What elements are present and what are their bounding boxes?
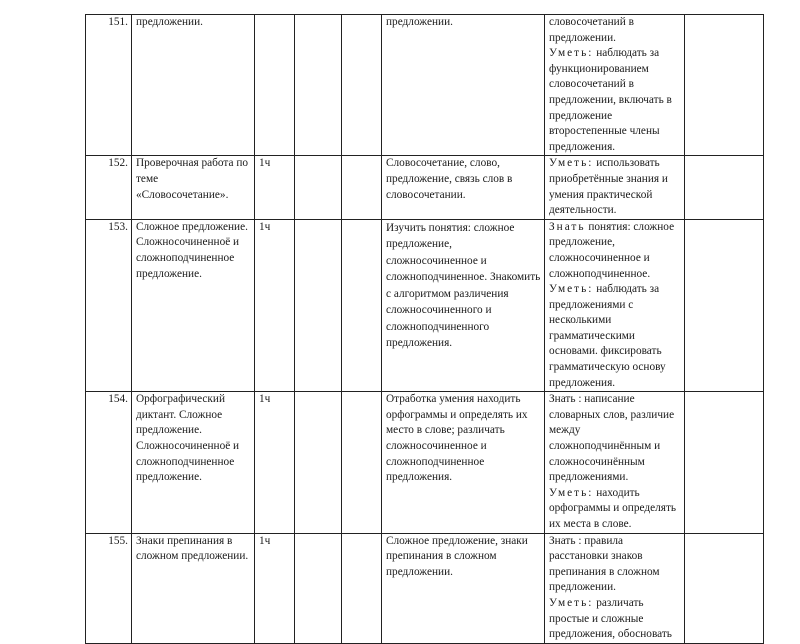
requirement-line xyxy=(549,15,681,46)
requirement-label: Уметь: xyxy=(549,157,594,170)
lesson-date-fact xyxy=(342,15,382,156)
requirement-text: различать простые и сложные предложения, обосновать xyxy=(549,596,672,641)
lesson-plan-table xyxy=(85,14,764,644)
lesson-date-fact xyxy=(342,219,382,392)
requirement-label: Уметь: xyxy=(549,596,594,609)
lesson-requirements xyxy=(545,156,685,219)
lesson-topic: предложении. xyxy=(132,15,255,156)
lesson-content: Сложное предложение, знаки препинания в сложном предложении. xyxy=(382,533,545,643)
requirement-text: наблюдать за предложениями с несколькими грамматическими основами. фиксировать грамматическую основу предложения. xyxy=(549,283,666,389)
lesson-topic: Проверочная работа по теме «Словосочетание». xyxy=(132,156,255,219)
requirement-label: Знать : xyxy=(549,393,582,406)
lesson-date-fact xyxy=(342,156,382,219)
requirement-label: Уметь: xyxy=(549,47,594,60)
lesson-requirements xyxy=(545,15,685,156)
table-row xyxy=(86,156,764,219)
table-row xyxy=(86,15,764,156)
lesson-number: 153. xyxy=(86,219,132,392)
lesson-date-fact xyxy=(342,533,382,643)
table-row xyxy=(86,219,764,392)
lesson-number: 152. xyxy=(86,156,132,219)
lesson-notes xyxy=(685,533,764,643)
lesson-content: предложении. xyxy=(382,15,545,156)
requirement-label: Уметь: xyxy=(549,486,594,499)
lesson-topic: Орфографический диктант. Сложное предложение. Сложносочиненноё и сложноподчиненное предложение. xyxy=(132,392,255,533)
lesson-number: 154. xyxy=(86,392,132,533)
requirement-text: правила расстановки знаков препинания в сложном предложении. xyxy=(549,534,660,594)
lesson-hours: 1ч xyxy=(255,219,295,392)
lesson-content: Словосочетание, слово, предложение, связь слов в словосочетании. xyxy=(382,156,545,219)
lesson-hours: 1ч xyxy=(255,156,295,219)
requirement-line xyxy=(549,156,681,218)
lesson-requirements xyxy=(545,219,685,392)
lesson-notes xyxy=(685,15,764,156)
requirement-text: словосочетаний в предложении. xyxy=(549,16,634,44)
lesson-notes xyxy=(685,156,764,219)
requirement-text: находить орфограммы и определять их места в слове. xyxy=(549,486,677,530)
requirement-line xyxy=(549,596,681,643)
lesson-notes xyxy=(685,219,764,392)
lesson-number: 151. xyxy=(86,15,132,156)
requirement-line xyxy=(549,486,681,533)
table-row xyxy=(86,533,764,643)
requirement-line xyxy=(549,282,681,391)
requirement-text: написание словарных слов, различие между сложноподчинённым и сложносочинённым предложениями. xyxy=(549,393,675,484)
lesson-requirements xyxy=(545,533,685,643)
lesson-hours: 1ч xyxy=(255,392,295,533)
lesson-hours xyxy=(255,15,295,156)
lesson-number: 155. xyxy=(86,533,132,643)
lesson-date-fact xyxy=(342,392,382,533)
requirement-text: понятия: сложное предложение, сложносочиненное и сложноподчиненное. xyxy=(549,220,675,280)
requirement-line xyxy=(549,220,681,282)
lesson-content: Изучить понятия: сложное предложение, сложносочиненное и сложноподчиненное. Знакомить с алгоритмом различения сложносочиненного и сложноподчиненного предложения. xyxy=(382,219,545,392)
lesson-date-plan xyxy=(295,392,342,533)
requirement-text: использовать приобретённые знания и умения практической деятельности. xyxy=(549,157,668,217)
lesson-date-plan xyxy=(295,15,342,156)
lesson-date-plan xyxy=(295,219,342,392)
requirement-line xyxy=(549,534,681,596)
table-row xyxy=(86,392,764,533)
lesson-requirements xyxy=(545,392,685,533)
lesson-content: Отработка умения находить орфограммы и определять их место в слове; различать сложносочиненное и сложноподчиненное предложения. xyxy=(382,392,545,533)
requirement-line xyxy=(549,392,681,486)
lesson-hours: 1ч xyxy=(255,533,295,643)
requirement-label: Знать xyxy=(549,220,586,233)
requirement-label: Уметь: xyxy=(549,283,594,296)
lesson-date-plan xyxy=(295,533,342,643)
lesson-notes xyxy=(685,392,764,533)
lesson-date-plan xyxy=(295,156,342,219)
requirement-text: наблюдать за функционированием словосочетаний в предложении, включать в предложение второстепенные члены предложения. xyxy=(549,47,672,153)
requirement-label: Знать : xyxy=(549,534,582,547)
lesson-topic: Сложное предложение. Сложносочиненноё и сложноподчиненное предложение. xyxy=(132,219,255,392)
lesson-topic: Знаки препинания в сложном предложении. xyxy=(132,533,255,643)
requirement-line xyxy=(549,46,681,155)
